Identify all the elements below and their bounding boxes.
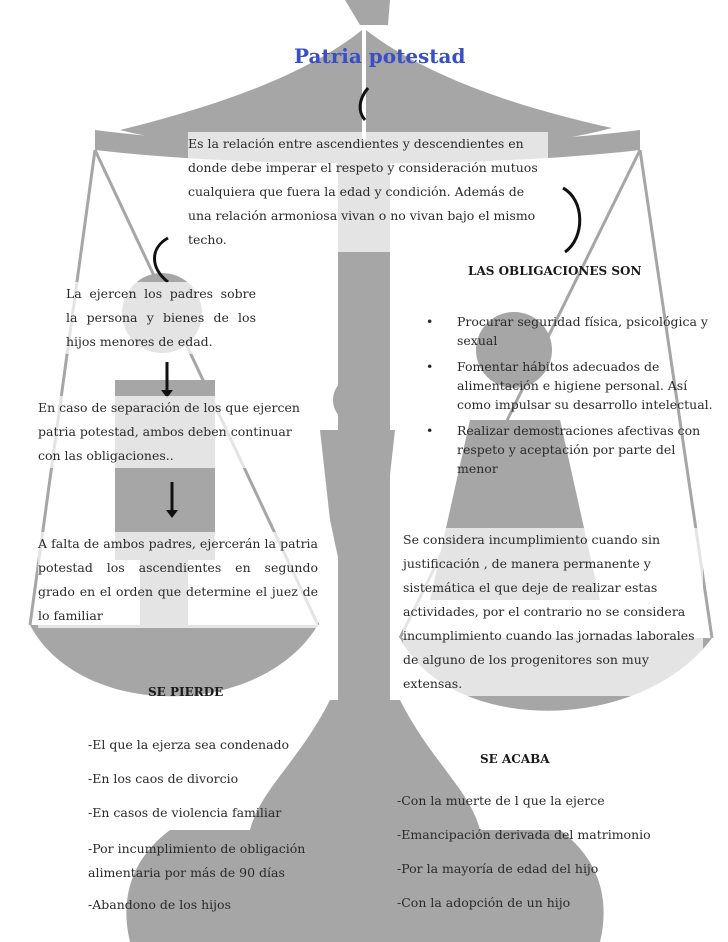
obligation-item: • Realizar demostraciones afectivas con respeto y aceptación por parte del menor [420, 421, 720, 478]
se-pierde-item: -En los caos de divorcio [88, 771, 239, 786]
se-pierde-title: SE PIERDE [148, 685, 224, 699]
finial-shape [345, 0, 390, 25]
obligation-item: • Fomentar hábitos adecuados de alimentación e higiene personal. Así como impulsar su desarrollo intelectual. [420, 357, 720, 414]
se-pierde-item: -El que la ejerza sea condenado [88, 737, 290, 752]
noncompliance-text: Se considera incumplimiento cuando sin justificación , de manera permanente y sistemática el que deje de realizar estas actividades, por el contrario no se considera incumplimiento cuando las jornadas laborales de alguno de los progenitores son muy extensas. [403, 528, 703, 696]
definition-text: Es la relación entre ascendientes y descendientes en donde debe imperar el respeto y consideración mutuos cualquiera que fuera la edad y condición. Además de una relación armoniosa vivan o no vivan bajo el mismo techo. [188, 132, 548, 252]
se-pierde-item: -Abandono de los hijos [88, 897, 231, 912]
obligations-list [420, 312, 720, 485]
se-acaba-item: -Por la mayoría de edad del hijo [397, 861, 599, 876]
exercise-text: La ejercen los padres sobre la persona y bienes de los hijos menores de edad. [66, 282, 256, 354]
se-pierde-item: -Por incumplimiento de obligación alimentaria por más de 90 días [88, 841, 306, 880]
separation-text: En caso de separación de los que ejercen patria potestad, ambos deben continuar con las obligaciones.. [38, 396, 303, 468]
se-pierde-list [88, 735, 368, 915]
absence-text: A falta de ambos padres, ejercerán la patria potestad los ascendientes en segundo grado en el orden que determine el juez de lo familiar [38, 532, 318, 628]
page-title: Patria potestad [294, 44, 466, 68]
obligation-item: • Procurar seguridad física, psicológica y sexual [420, 312, 720, 350]
se-pierde-item: -En casos de violencia familiar [88, 805, 282, 820]
se-acaba-title: SE ACABA [480, 752, 550, 766]
se-acaba-item: -Emancipación derivada del matrimonio [397, 827, 651, 842]
se-acaba-item: -Con la muerte de l que la ejerce [397, 793, 605, 808]
child-head [333, 376, 381, 424]
se-acaba-list [397, 791, 707, 913]
obligations-title: LAS OBLIGACIONES SON [468, 264, 642, 278]
bracket-right [563, 188, 580, 252]
se-acaba-item: -Con la adopción de un hijo [397, 895, 571, 910]
